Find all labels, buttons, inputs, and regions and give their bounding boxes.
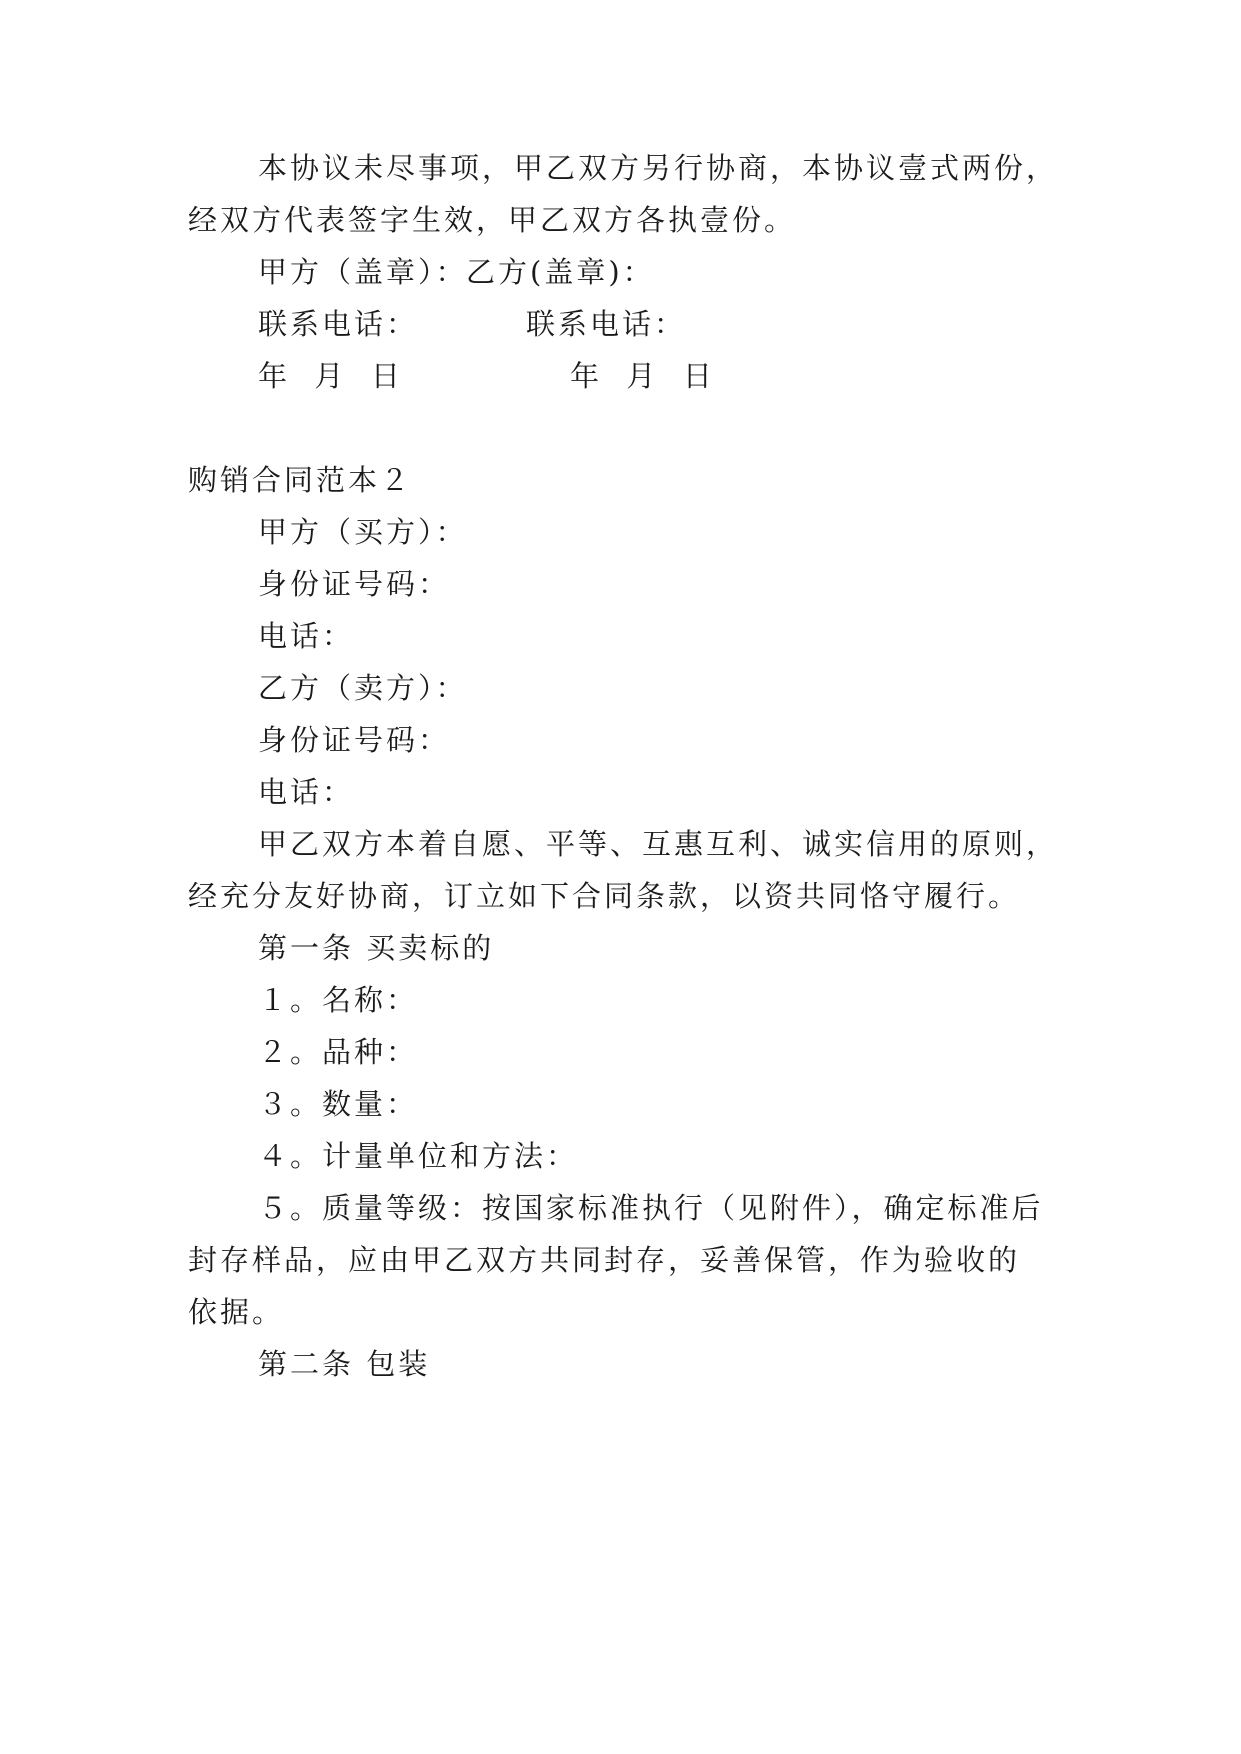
item-3-quantity: ３。数量： bbox=[258, 1087, 419, 1121]
seller-phone-label: 电话： bbox=[258, 775, 355, 809]
item-5-quality-line-1: ５。质量等级：按国家标准执行（见附件），确定标准后 bbox=[258, 1191, 1044, 1225]
seller-label: 乙方（卖方）： bbox=[258, 671, 468, 705]
item-5-quality-line-3: 依据。 bbox=[188, 1295, 285, 1329]
item-2-variety: ２。品种： bbox=[258, 1035, 419, 1069]
date-row bbox=[258, 356, 715, 396]
item-5-quality-line-2: 封存样品，应由甲乙双方共同封存，妥善保管，作为验收的 bbox=[188, 1243, 1021, 1277]
principle-paragraph-line-2: 经充分友好协商，订立如下合同条款，以资共同恪守履行。 bbox=[188, 879, 1021, 913]
agreement-paragraph-line-2: 经双方代表签字生效，甲乙双方各执壹份。 bbox=[188, 203, 797, 237]
party-b-phone-label: 联系电话： bbox=[526, 307, 687, 341]
party-a-date-label: 年 月 日 bbox=[258, 359, 403, 393]
principle-paragraph-line-1: 甲乙双方本着自愿、平等、互惠互利、诚实信用的原则， bbox=[258, 827, 1059, 861]
item-1-name: １。名称： bbox=[258, 983, 419, 1017]
party-a-seal-label: 甲方（盖章）： bbox=[258, 255, 468, 289]
article-1-heading: 第一条 买卖标的 bbox=[258, 931, 495, 965]
buyer-phone-label: 电话： bbox=[258, 619, 355, 653]
phone-row bbox=[258, 304, 687, 344]
buyer-id-label: 身份证号码： bbox=[258, 567, 451, 601]
party-b-seal-label: 乙方(盖章)： bbox=[466, 255, 655, 289]
party-b-date-label: 年 月 日 bbox=[570, 359, 715, 393]
seller-id-label: 身份证号码： bbox=[258, 723, 451, 757]
party-a-phone-label: 联系电话： bbox=[258, 307, 419, 341]
item-4-measurement: ４。计量单位和方法： bbox=[258, 1139, 579, 1173]
buyer-label: 甲方（买方）： bbox=[258, 515, 468, 549]
contract-heading: 购销合同范本２ bbox=[188, 463, 413, 497]
signature-row bbox=[258, 252, 655, 292]
article-2-heading: 第二条 包装 bbox=[258, 1347, 431, 1381]
agreement-paragraph-line-1: 本协议未尽事项，甲乙双方另行协商，本协议壹式两份， bbox=[258, 151, 1059, 185]
